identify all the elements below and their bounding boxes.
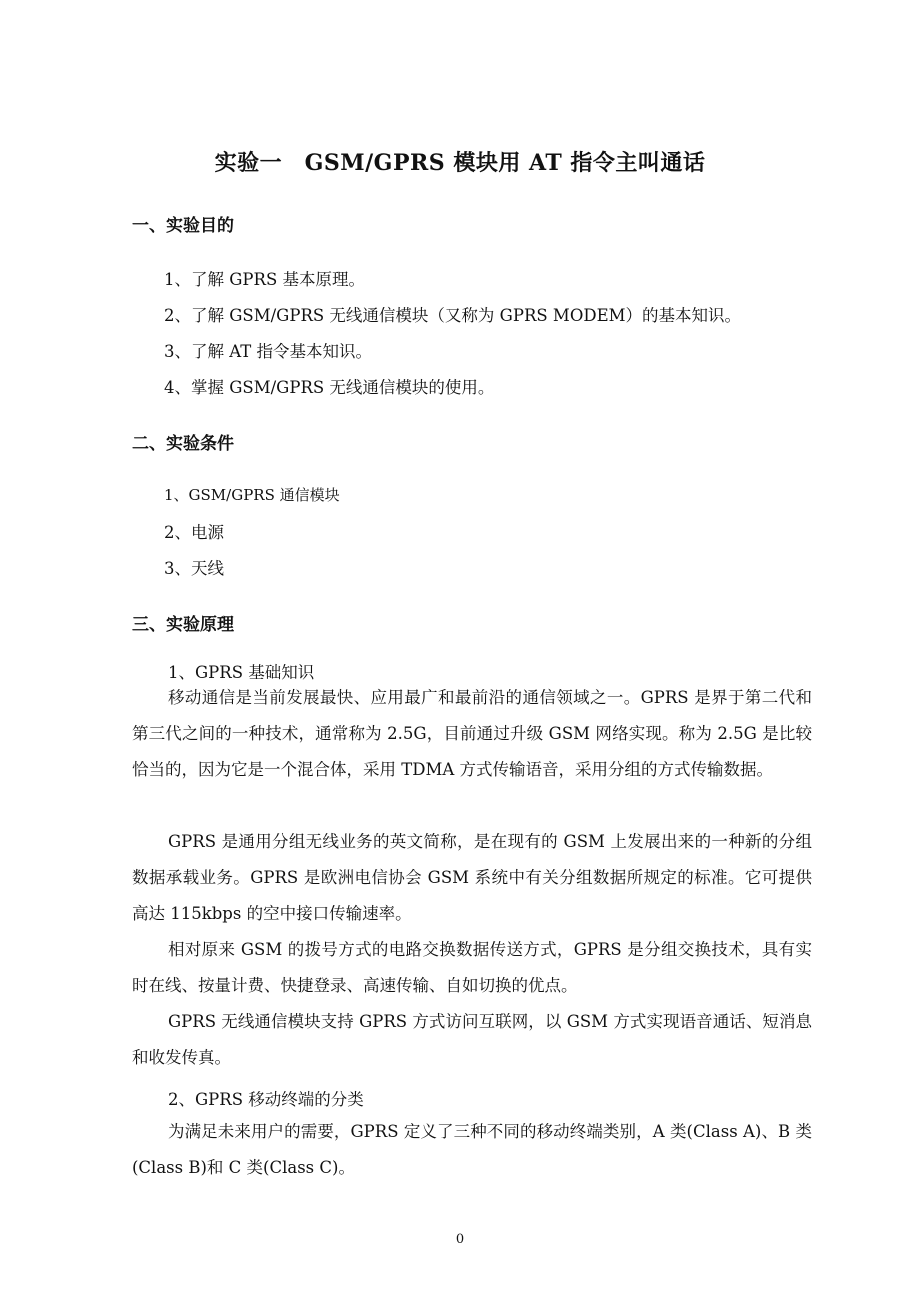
paragraph: 相对原来 GSM 的拨号方式的电路交换数据传送方式，GPRS 是分组交换技术，具有实时在线、按量计费、快捷登录、高速传输、自如切换的优点。 xyxy=(132,940,812,995)
list-item: 3、了解 AT 指令基本知识。 xyxy=(164,342,373,361)
paragraph: 移动通信是当前发展最快、应用最广和最前沿的通信领域之一。GPRS 是界于第二代和第三代之间的一种技术，通常称为 2.5G，目前通过升级 GSM 网络实现。称为 2.5G 是比较恰当的，因为它是一个混合体，采用 TDMA 方式传输语音，采用分组的方式传输数据。 xyxy=(132,688,812,779)
list-item: 1、GSM/GPRS 通信模块 xyxy=(164,486,340,504)
subsection-heading: 2、GPRS 移动终端的分类 xyxy=(168,1090,364,1109)
paragraph: GPRS 是通用分组无线业务的英文简称，是在现有的 GSM 上发展出来的一种新的分组数据承载业务。GPRS 是欧洲电信协会 GSM 系统中有关分组数据所规定的标准。它可提供高达 115kbps 的空中接口传输速率。 xyxy=(132,832,812,923)
subsection-heading: 1、GPRS 基础知识 xyxy=(168,663,315,682)
list-item: 1、了解 GPRS 基本原理。 xyxy=(164,270,365,289)
page-title: 实验一 GSM/GPRS 模块用 AT 指令主叫通话 xyxy=(214,150,706,176)
list-item: 2、电源 xyxy=(164,523,224,542)
list-item: 2、了解 GSM/GPRS 无线通信模块（又称为 GPRS MODEM）的基本知识。 xyxy=(164,306,742,325)
paragraph: GPRS 无线通信模块支持 GPRS 方式访问互联网，以 GSM 方式实现语音通话、短消息和收发传真。 xyxy=(132,1012,812,1067)
list-item: 4、掌握 GSM/GPRS 无线通信模块的使用。 xyxy=(164,378,495,397)
paragraph: 为满足未来用户的需要，GPRS 定义了三种不同的移动终端类别，A 类(Class A)、B 类(Class B)和 C 类(Class C)。 xyxy=(132,1122,812,1177)
list-item: 3、天线 xyxy=(164,559,224,578)
section-heading-conditions: 二、实验条件 xyxy=(132,434,234,454)
page-number: 0 xyxy=(455,1232,465,1247)
section-heading-principle: 三、实验原理 xyxy=(132,615,234,635)
section-heading-purpose: 一、实验目的 xyxy=(132,216,234,236)
